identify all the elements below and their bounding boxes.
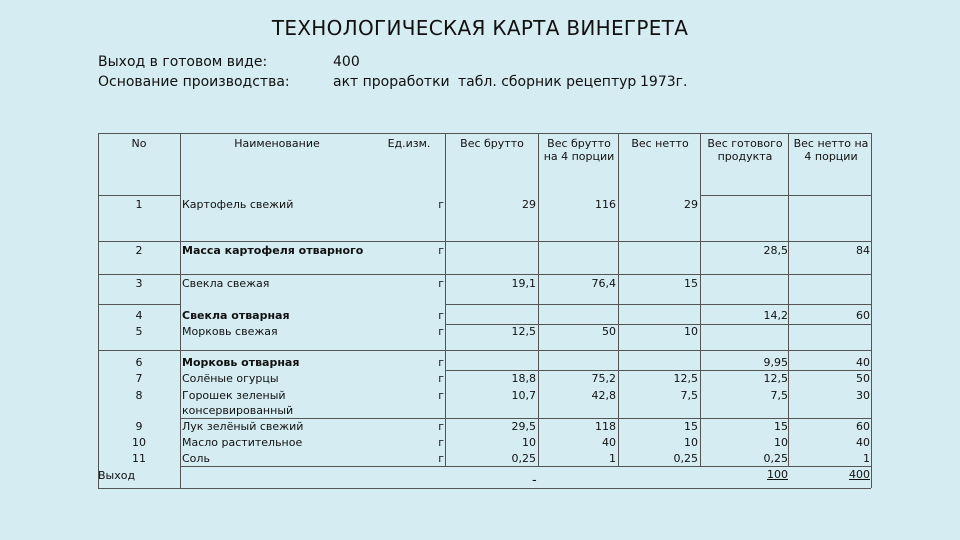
grid-right [871,133,872,488]
footer-gross-dash: - [532,473,537,488]
grid-net [700,133,701,466]
footer-net4-total: 400 [849,468,870,481]
row-10-ready: 10 [774,436,788,449]
row-9-gross: 29,5 [511,420,536,433]
row-6-name: Морковь отварная [182,356,300,369]
row-11-num: 11 [132,452,146,465]
footer-label: Выход [98,469,136,482]
row-3-name: Свекла свежая [182,277,270,290]
row-9-ready: 15 [774,420,788,433]
row-6-num: 6 [135,356,143,369]
row-6-unit: г [438,356,444,369]
row-7-unit: г [438,372,444,385]
grid-bottom [98,488,871,489]
row-10-gross4: 40 [602,436,616,449]
row-2-ready: 28,5 [763,244,788,257]
row-4-unit: г [438,309,444,322]
row-7-gross4: 75,2 [591,372,616,385]
row-7-net: 12,5 [673,372,698,385]
basis-source: табл. сборник рецептур [458,74,637,90]
yield-label: Выход в готовом виде: [98,54,268,70]
grid-row2-name [180,274,445,275]
grid-row1-name [180,241,445,242]
row-1-gross4: 116 [595,198,616,211]
header-gross4: Вес брутто на 4 порции [543,137,615,163]
row-2-name: Масса картофеля отварного [182,244,364,257]
row-8-gross: 10,7 [511,389,536,402]
row-1-net: 29 [684,198,698,211]
row-7-gross: 18,8 [511,372,536,385]
row-2-num: 2 [135,244,143,257]
grid-row1-unit [445,241,538,242]
basis-value: акт проработки [333,74,450,90]
row-8-gross4: 42,8 [591,389,616,402]
row-9-unit: г [438,420,444,433]
row-7-name: Солёные огурцы [182,372,279,385]
row-7-num: 7 [135,372,143,385]
row-3-gross: 19,1 [511,277,536,290]
row-9-net4: 60 [856,420,870,433]
row-10-name: Масло растительное [182,436,303,449]
grid-gross4 [618,133,619,466]
row-5-gross4: 50 [602,325,616,338]
row-10-net4: 40 [856,436,870,449]
row-11-net4: 1 [863,452,870,465]
row-4-name: Свекла отварная [182,309,290,322]
header-net: Вес нетто [631,137,689,150]
row-3-unit: г [438,277,444,290]
row-5-name: Морковь свежая [182,325,278,338]
grid-row8 [180,418,871,419]
row-5-gross: 12,5 [511,325,536,338]
grid-row1-gross [538,241,700,242]
row-7-net4: 50 [856,372,870,385]
row-5-num: 5 [135,325,143,338]
yield-value: 400 [333,54,360,70]
row-1-name: Картофель свежий [182,198,294,211]
row-8-net4: 30 [856,389,870,402]
row-4-ready: 14,2 [763,309,788,322]
row-9-gross4: 118 [595,420,616,433]
row-2-net4: 84 [856,244,870,257]
grid-header-num [98,195,180,196]
row-9-num: 9 [135,420,143,433]
row-9-net: 15 [684,420,698,433]
header-ready: Вес готового продукта [707,137,783,163]
grid-unit [445,133,446,466]
row-10-net: 10 [684,436,698,449]
grid-gross [538,133,539,466]
grid-top [98,133,871,134]
row-5-unit: г [438,325,444,338]
row-11-unit: г [438,452,444,465]
grid-header-right [700,195,871,196]
row-3-gross4: 76,4 [591,277,616,290]
row-11-name: Соль [182,452,210,465]
grid-num [180,133,181,488]
row-10-gross: 10 [522,436,536,449]
header-unit: Ед.изм. [387,137,431,150]
row-4-net4: 60 [856,309,870,322]
row-8-unit: г [438,389,444,402]
footer-ready-total: 100 [767,468,788,481]
row-11-gross: 0,25 [511,452,536,465]
grid-row3-right [445,304,871,305]
row-10-unit: г [438,436,444,449]
row-11-ready: 0,25 [763,452,788,465]
row-6-ready: 9,95 [763,356,788,369]
row-11-gross4: 1 [609,452,616,465]
grid-ready [788,133,789,466]
grid-row6 [445,370,871,371]
row-3-net: 15 [684,277,698,290]
header-net4: Вес нетто на 4 порции [793,137,869,163]
row-8-name-line2: консервированный [182,404,294,417]
grid-row1 [98,241,180,242]
row-9-name: Лук зелёный свежий [182,420,304,433]
row-2-unit: г [438,244,444,257]
page-title: ТЕХНОЛОГИЧЕСКАЯ КАРТА ВИНЕГРЕТА [271,16,689,40]
grid-row2-right [445,274,871,275]
header-gross: Вес брутто [460,137,524,150]
grid-row1-right [700,241,871,242]
basis-year: 1973г. [640,74,688,90]
grid-row4-unit [445,324,538,325]
grid-row3 [98,304,180,305]
row-1-gross: 29 [522,198,536,211]
row-7-ready: 12,5 [763,372,788,385]
row-8-ready: 7,5 [770,389,788,402]
row-8-num: 8 [135,389,143,402]
row-8-name: Горошек зеленый [182,389,286,402]
grid-row4-right [700,324,871,325]
row-8-net: 7,5 [680,389,698,402]
grid-footer [180,466,871,467]
row-1-unit: г [438,198,444,211]
row-5-net: 10 [684,325,698,338]
grid-row4-gross [538,324,700,325]
row-4-num: 4 [135,309,143,322]
grid-row5 [98,350,180,351]
row-11-net: 0,25 [673,452,698,465]
header-num: No [131,137,147,150]
grid-row2 [98,274,180,275]
row-6-net4: 40 [856,356,870,369]
basis-label: Основание производства: [98,74,290,90]
row-10-num: 10 [132,436,146,449]
grid-row5-all [180,350,871,351]
row-3-num: 3 [135,277,143,290]
grid-left [98,133,99,488]
header-name: Наименование [234,137,320,150]
row-1-num: 1 [135,198,143,211]
